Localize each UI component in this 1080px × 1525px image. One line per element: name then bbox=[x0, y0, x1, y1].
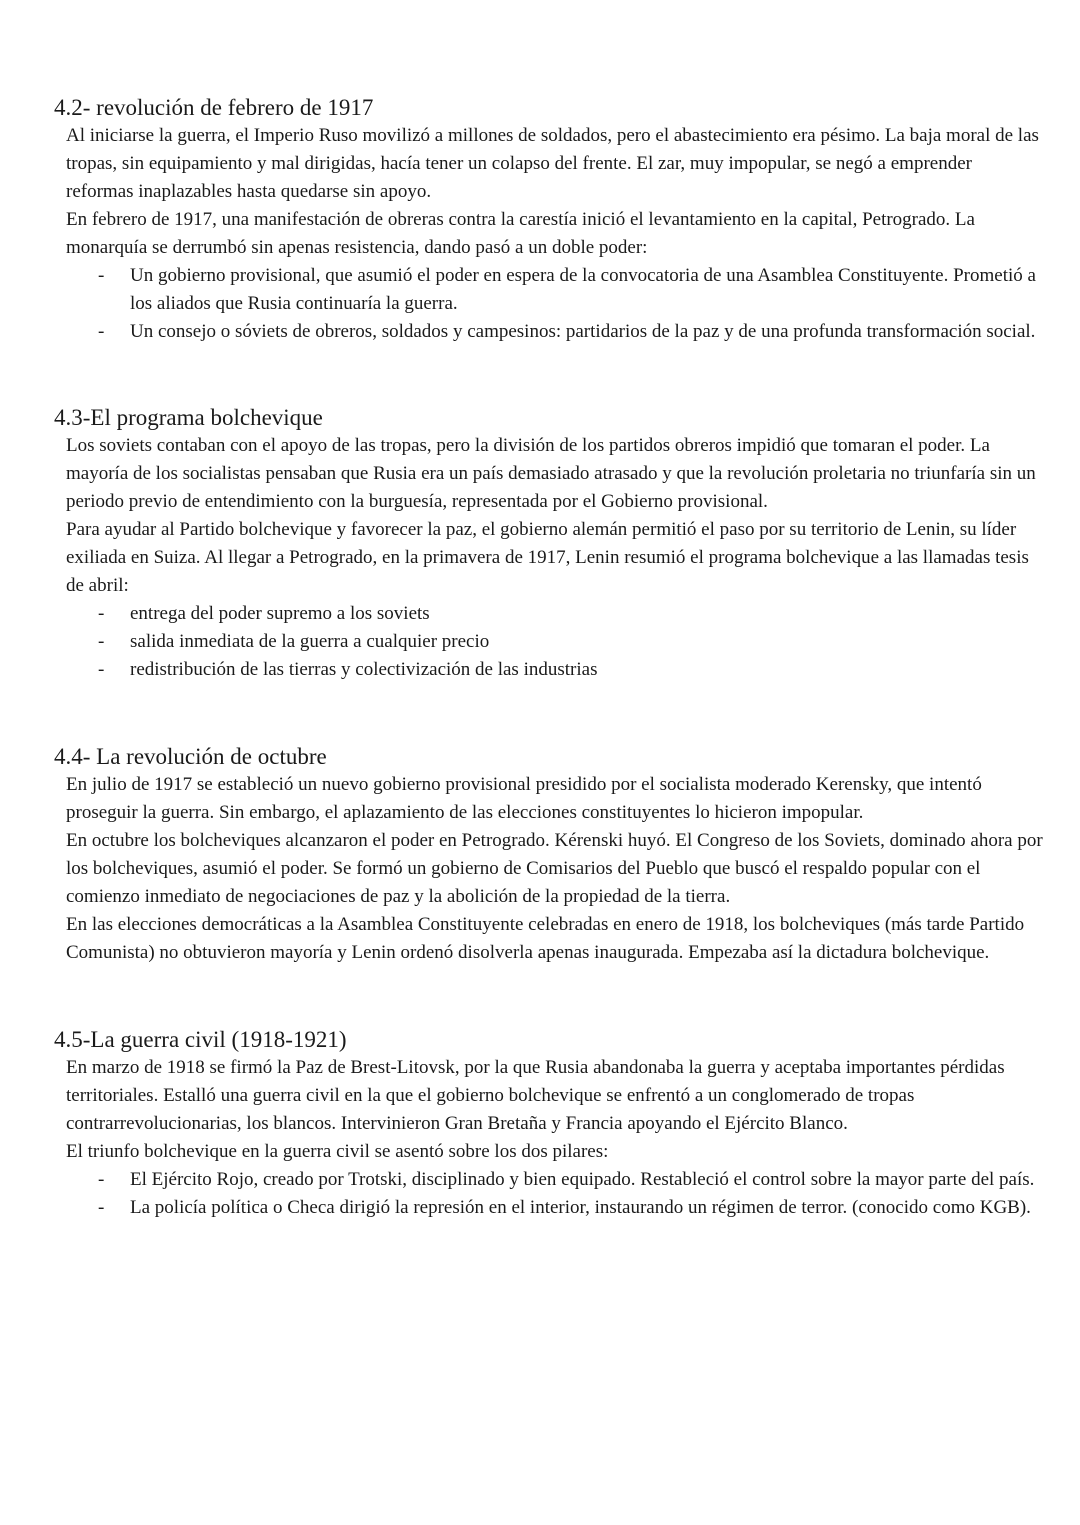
paragraph: El triunfo bolchevique en la guerra civil se asentó sobre los dos pilares: bbox=[66, 1141, 609, 1162]
section-bolshevik-program bbox=[54, 404, 1044, 684]
bullet-dash: - bbox=[98, 631, 105, 652]
section-title: 4.3-El programa bolchevique bbox=[54, 405, 323, 430]
bullet-list bbox=[54, 600, 1044, 684]
list-item bbox=[54, 318, 1044, 346]
bullet-dash: - bbox=[98, 603, 105, 624]
section-title: 4.2- revolución de febrero de 1917 bbox=[54, 95, 374, 120]
section-february-revolution bbox=[54, 94, 1044, 346]
list-item-text: salida inmediata de la guerra a cualquier precio bbox=[130, 631, 490, 652]
bullet-dash: - bbox=[98, 321, 105, 342]
paragraph: En febrero de 1917, una manifestación de obreras contra la carestía inició el levantamiento en la capital, Petrogrado. La monarquía se derrumbó sin apenas resistencia, dando pasó a un doble poder: bbox=[66, 209, 975, 258]
bullet-dash: - bbox=[98, 659, 105, 680]
list-item-text: Un consejo o sóviets de obreros, soldados y campesinos: partidarios de la paz y de una profunda transformación social. bbox=[130, 321, 1036, 342]
paragraph: En las elecciones democráticas a la Asamblea Constituyente celebradas en enero de 1918, los bolcheviques (más tarde Partido Comunista) no obtuvieron mayoría y Lenin ordenó disolverla apenas inaugurada. Empezaba así la dictadura bolchevique. bbox=[66, 914, 1025, 963]
bullet-list bbox=[54, 262, 1044, 346]
paragraph: Los soviets contaban con el apoyo de las tropas, pero la división de los partidos obreros impidió que tomaran el poder. La mayoría de los socialistas pensaban que Rusia era un país demasiado atrasado y que la revolución proletaria no triunfaría sin un periodo previo de entendimiento con la burguesía, representada por el Gobierno provisional. bbox=[66, 435, 1036, 512]
paragraph: Al iniciarse la guerra, el Imperio Ruso movilizó a millones de soldados, pero el abastecimiento era pésimo. La baja moral de las tropas, sin equipamiento y mal dirigidas, hacía tener un colapso del frente. El zar, muy impopular, se negó a emprender reformas inaplazables hasta quedarse sin apoyo. bbox=[66, 125, 1039, 202]
list-item bbox=[54, 262, 1044, 318]
list-item bbox=[54, 1194, 1044, 1222]
list-item bbox=[54, 656, 1044, 684]
list-item bbox=[54, 1166, 1044, 1194]
list-item bbox=[54, 600, 1044, 628]
list-item bbox=[54, 628, 1044, 656]
list-item-text: El Ejército Rojo, creado por Trotski, disciplinado y bien equipado. Restableció el control sobre la mayor parte del país. bbox=[130, 1169, 1035, 1190]
list-item-text: redistribución de las tierras y colectivización de las industrias bbox=[130, 659, 598, 680]
paragraph: Para ayudar al Partido bolchevique y favorecer la paz, el gobierno alemán permitió el paso por su territorio de Lenin, su líder exiliada en Suiza. Al llegar a Petrogrado, en la primavera de 1917, Lenin resumió el programa bolchevique a las llamadas tesis de abril: bbox=[66, 519, 1029, 596]
paragraph: En marzo de 1918 se firmó la Paz de Brest-Litovsk, por la que Rusia abandonaba la guerra y aceptaba importantes pérdidas territoriales. Estalló una guerra civil en la que el gobierno bolchevique se enfrentó a un conglomerado de tropas contrarrevolucionarias, los blancos. Intervinieron Gran Bretaña y Francia apoyando el Ejército Blanco. bbox=[66, 1057, 1005, 1134]
paragraph: En julio de 1917 se estableció un nuevo gobierno provisional presidido por el socialista moderado Kerensky, que intentó proseguir la guerra. Sin embargo, el aplazamiento de las elecciones constituyentes lo hicieron impopular. bbox=[66, 774, 982, 823]
list-item-text: Un gobierno provisional, que asumió el poder en espera de la convocatoria de una Asamblea Constituyente. Prometió a los aliados que Rusia continuaría la guerra. bbox=[130, 265, 1036, 314]
section-title: 4.4- La revolución de octubre bbox=[54, 744, 327, 769]
section-civil-war bbox=[54, 1026, 1044, 1222]
section-october-revolution bbox=[54, 743, 1044, 967]
list-item-text: La policía política o Checa dirigió la represión en el interior, instaurando un régimen de terror. (conocido como KGB). bbox=[130, 1197, 1031, 1218]
bullet-dash: - bbox=[98, 265, 105, 286]
bullet-list bbox=[54, 1166, 1044, 1222]
section-title: 4.5-La guerra civil (1918-1921) bbox=[54, 1027, 347, 1052]
list-item-text: entrega del poder supremo a los soviets bbox=[130, 603, 430, 624]
paragraph: En octubre los bolcheviques alcanzaron el poder en Petrogrado. Kérenski huyó. El Congreso de los Soviets, dominado ahora por los bolcheviques, asumió el poder. Se formó un gobierno de Comisarios del Pueblo que buscó el respaldo popular con el comienzo inmediato de negociaciones de paz y la abolición de la propiedad de la tierra. bbox=[66, 830, 1043, 907]
bullet-dash: - bbox=[98, 1169, 105, 1190]
bullet-dash: - bbox=[98, 1197, 105, 1218]
